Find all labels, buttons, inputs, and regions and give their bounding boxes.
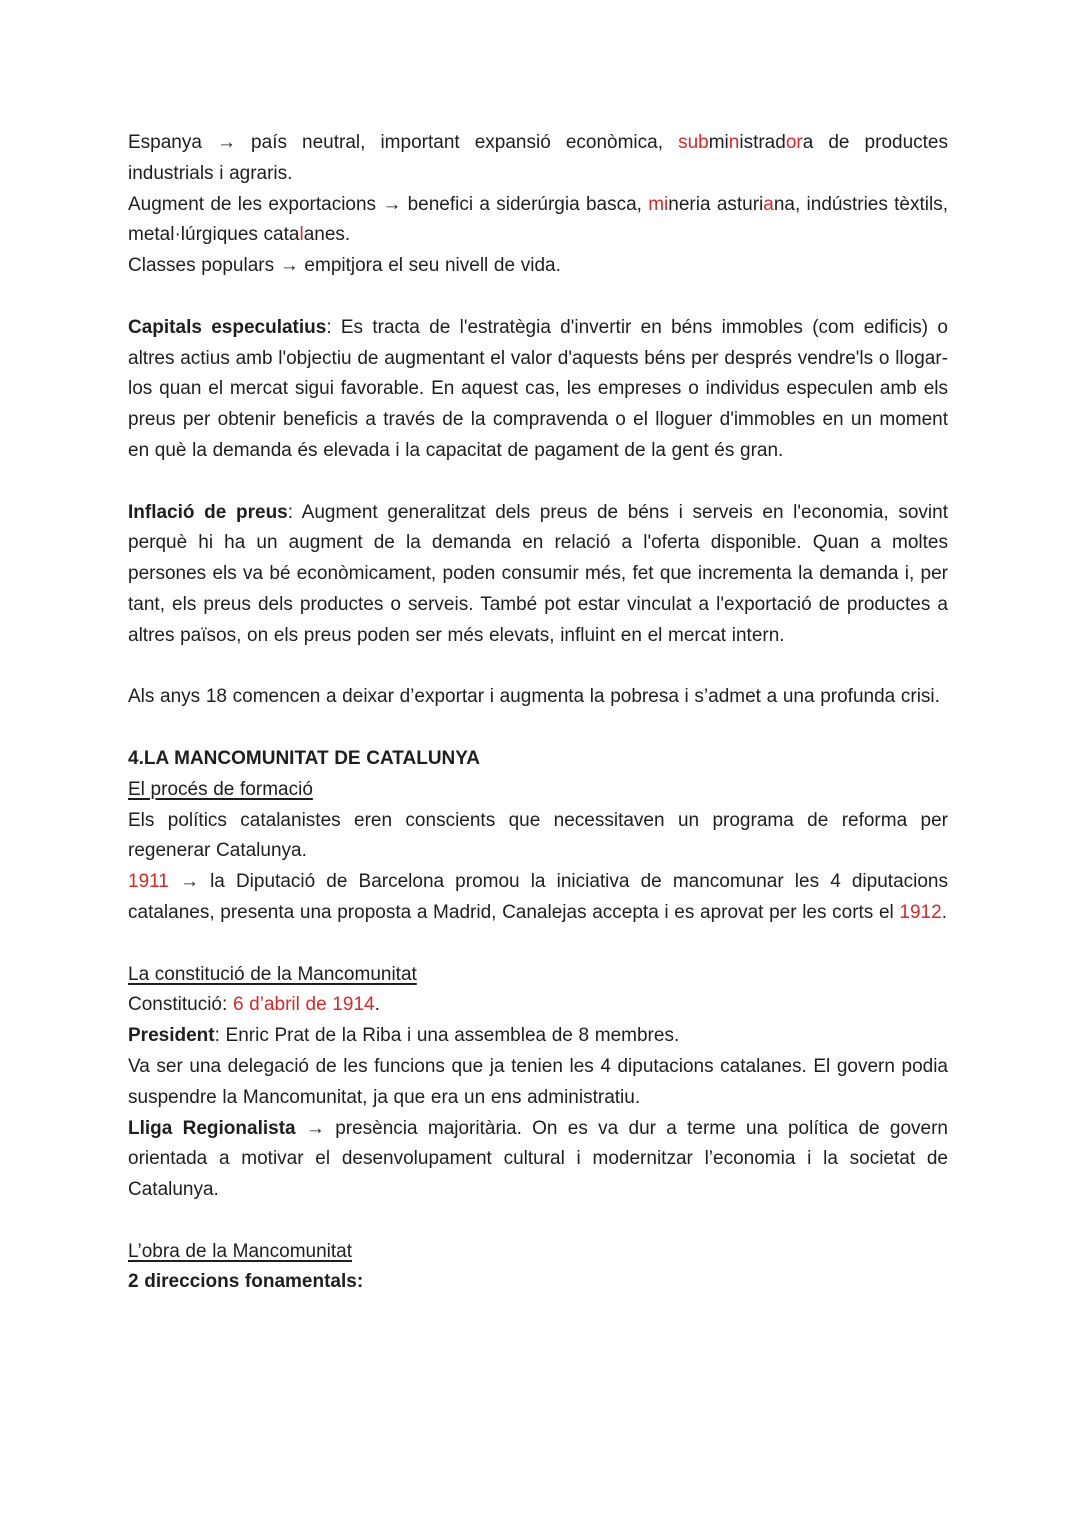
para-politics-catalanistes: [128, 806, 948, 868]
bold-text-segment: Inflació de preus: [128, 501, 288, 523]
red-text-segment: mi: [648, 193, 669, 215]
blank-line: [128, 467, 948, 498]
blank-line: [128, 929, 948, 960]
text-segment: Classes populars → empitjora el seu nivell de vida.: [128, 255, 561, 277]
red-text-segment: n: [728, 132, 740, 153]
para-2-direccions: [128, 1267, 948, 1298]
text-segment: Constitució:: [128, 994, 233, 1016]
red-text-segment: 1912: [899, 901, 942, 923]
blank-line: [128, 713, 948, 744]
para-lliga-regionalista: [128, 1114, 948, 1206]
text-segment: : Enric Prat de la Riba i una assemblea de 8 membres.: [214, 1025, 680, 1047]
text-segment: : Es tracta de l'estratègia d'invertir en béns immobles (com edificis) o altres actius amb l'objectiu de augmentant el valor d'aquests béns per després vendre'ls o llogar-los quan el mercat sigui favorable. En aquest cas, les empreses o individus especulen amb els preus per obtenir beneficis a través de la compravenda o el lloguer d'immobles en un moment en què la demanda és elevada i la capacitat de pagament de la gent és gran.: [128, 316, 948, 461]
bold-text-segment: 4.LA MANCOMUNITAT DE CATALUNYA: [128, 747, 480, 769]
para-inflacio-de-preus: [128, 498, 948, 652]
blank-line: [128, 1206, 948, 1237]
red-text-segment: l: [299, 224, 304, 246]
text-segment: : Augment generalitzat dels preus de béns i serveis en l'economia, sovint perquè hi ha un augment de la demanda en relació a l'oferta disponible. Quan a moltes persones els va bé econòmicament, poden consumir més, fet que incrementa la demanda i, per tant, els preus dels productes o serveis. També pot estar vinculat a l'exportació de productes a altres països, on els preus poden ser més elevats, influint en el mercat intern.: [128, 501, 948, 646]
red-text-segment: sub: [678, 132, 709, 153]
text-segment: istrad: [739, 132, 786, 153]
text-segment: Els polítics catalanistes eren conscients que necessitaven un programa de reforma per regenerar Catalunya.: [128, 809, 948, 862]
para-capitals-especulatius: [128, 313, 948, 467]
para-president: [128, 1021, 948, 1052]
blank-line: [128, 652, 948, 683]
text-segment: anes.: [303, 224, 351, 246]
para-constitucio-data: [128, 990, 948, 1021]
blank-line: [128, 282, 948, 313]
text-segment: Augment de les exportacions → benefici a siderúrgia basca,: [128, 193, 649, 215]
text-segment: neria asturi: [668, 193, 764, 215]
text-segment: → la Diputació de Barcelona promou la iniciativa de mancomunar les 4 diputacions catalanes, presenta una proposta a Madrid, Canalejas accepta i es aprovat per les corts el: [128, 871, 948, 923]
text-segment: Espanya → país neutral, important expansió econòmica,: [128, 132, 679, 153]
section-title-mancomunitat: [128, 744, 948, 775]
red-text-segment: or: [785, 132, 803, 153]
para-espanya-neutral: [128, 128, 948, 190]
para-classes-populars: [128, 251, 948, 282]
text-segment: La constitució de la Mancomunitat: [128, 963, 417, 985]
bold-text-segment: Lliga Regionalista: [128, 1117, 296, 1139]
subheading-proces-formacio: [128, 775, 948, 806]
para-als-anys-18: [128, 682, 948, 713]
bold-text-segment: President: [128, 1025, 215, 1047]
red-text-segment: 1911: [128, 871, 169, 893]
text-segment: a de productes industrials i agraris.: [128, 132, 948, 184]
para-delegacio-funcions: [128, 1052, 948, 1114]
text-segment: Va ser una delegació de les funcions que ja tenien les 4 diputacions catalanes. El govern podia suspendre la Mancomunitat, ja que era un ens administratiu.: [128, 1055, 948, 1108]
bold-text-segment: Capitals especulatius: [128, 316, 327, 338]
subheading-constitucio-mancomunitat: [128, 960, 948, 991]
text-segment: El procés de formació: [128, 778, 313, 800]
text-segment: .: [941, 901, 947, 923]
bold-text-segment: 2 direccions fonamentals:: [128, 1271, 364, 1293]
text-segment: → presència majoritària. On es va dur a terme una política de govern orientada a motivar el desenvolupament cultural i modernitzar l’economia i la societat de Catalunya.: [128, 1117, 949, 1201]
subheading-obra-mancomunitat: [128, 1237, 948, 1268]
para-1911-diputacio: [128, 867, 948, 929]
text-segment: mi: [708, 132, 729, 153]
text-segment: .: [374, 994, 380, 1016]
text-segment: Als anys 18 comencen a deixar d’exportar i augmenta la pobresa i s’admet a una profunda crisi.: [128, 686, 940, 708]
para-augment-exportacions: [128, 190, 948, 252]
red-text-segment: 6 d’abril de 1914: [232, 994, 375, 1016]
text-segment: L’obra de la Mancomunitat: [128, 1240, 353, 1262]
red-text-segment: a: [763, 193, 774, 215]
text-segment: na, indústries tèxtils, metal·lúrgiques cata: [128, 193, 948, 246]
